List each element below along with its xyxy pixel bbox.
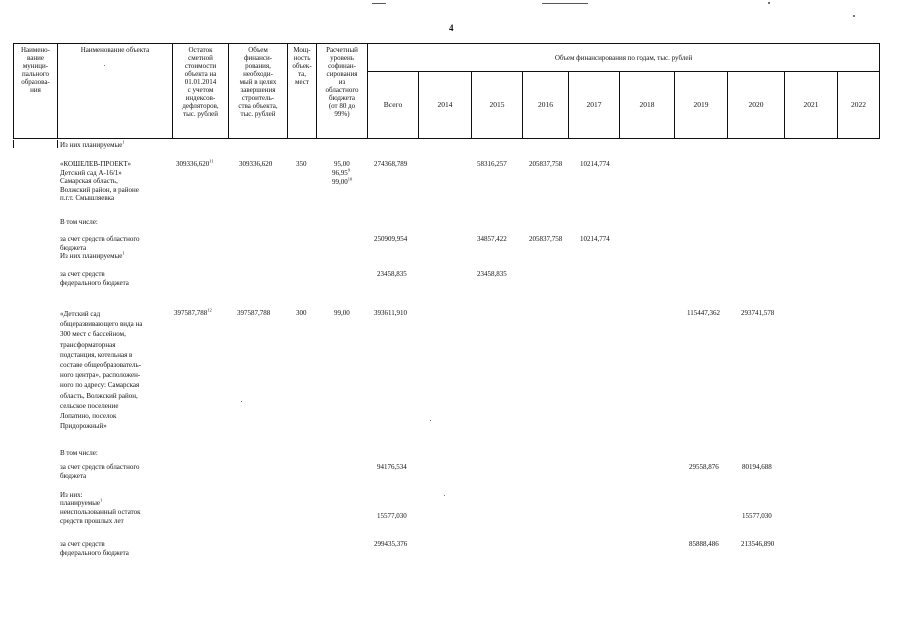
capacity-value: 300 bbox=[296, 309, 307, 317]
federal-budget-label: за счет средств федерального бюджета bbox=[60, 270, 129, 287]
header-capacity: Мощ- ность объек- та, мест bbox=[288, 44, 317, 139]
header-year: 2021 bbox=[785, 72, 838, 139]
scan-dot bbox=[430, 420, 431, 421]
cofinancing-number: 99,00 bbox=[332, 178, 348, 186]
scan-line bbox=[372, 3, 386, 4]
capacity-value: 350 bbox=[296, 160, 307, 168]
volume-value: 309336,620 bbox=[239, 160, 273, 168]
balance-number: 309336,620 bbox=[176, 160, 210, 168]
year-2015-value: 23458,835 bbox=[477, 270, 507, 278]
planned-text: Из них планируемые bbox=[60, 141, 123, 149]
column-separator bbox=[13, 140, 14, 148]
footnote-mark: 10 bbox=[347, 176, 353, 182]
footnote-mark: 1 bbox=[122, 139, 125, 145]
cofinancing-value: 99,00 bbox=[334, 309, 350, 317]
year-2015-value: 34857,422 bbox=[477, 235, 507, 243]
cofinancing-value: 95,00 bbox=[334, 160, 350, 168]
total-value: 274368,789 bbox=[374, 160, 408, 168]
total-value: 393611,910 bbox=[374, 309, 407, 317]
year-2020-value: 213546,890 bbox=[741, 540, 775, 548]
year-2015-value: 58316,257 bbox=[477, 160, 507, 168]
scan-dot bbox=[768, 2, 770, 4]
header-year: 2018 bbox=[620, 72, 675, 139]
column-separator bbox=[57, 140, 58, 148]
regional-budget-label: за счет средств областного бюджета bbox=[60, 463, 140, 480]
planned-label bbox=[60, 499, 102, 508]
balance-number: 397587,788 bbox=[174, 309, 208, 317]
header-cofinancing: Расчетный уровень софинан- сирования из областного бюджета (от 80 до 99%) bbox=[317, 44, 368, 139]
total-value: 299435,376 bbox=[374, 540, 408, 548]
object-name-koshelev: «КОШЕЛЕВ-ПРОЕКТ» Детский сад А-16/1» Самарская область, Волжский район, в районе п.г.т. Смышляевка bbox=[60, 160, 139, 203]
scan-dot bbox=[853, 15, 855, 17]
year-2019-value: 115447,362 bbox=[687, 309, 720, 317]
total-value: 23458,835 bbox=[377, 270, 407, 278]
cofinancing-number: 96,95 bbox=[332, 169, 348, 177]
footnote-mark: 9 bbox=[347, 167, 350, 173]
header-balance: Остаток сметной стоимости объекта на 01.01.2014 с учетом индексов- дефляторов, тыс. рублей bbox=[173, 44, 229, 139]
header-year: 2019 bbox=[675, 72, 728, 139]
header-volume: Объем финанси- рования, необходи- мый в целях завершения строитель- ства объекта, тыс. рублей bbox=[229, 44, 288, 139]
including-label: В том числе: bbox=[60, 449, 98, 457]
header-year: 2022 bbox=[838, 72, 880, 139]
year-2019-value: 85888,486 bbox=[689, 540, 719, 548]
year-2020-value: 80194,688 bbox=[742, 463, 772, 471]
header-year: 2020 bbox=[728, 72, 785, 139]
volume-value: 397587,788 bbox=[237, 309, 271, 317]
row-planned-label bbox=[60, 141, 125, 150]
total-value: 15577,030 bbox=[377, 512, 407, 520]
including-label: В том числе: bbox=[60, 218, 98, 226]
footnote-mark: 12 bbox=[207, 307, 212, 313]
object-name-lopatino: «Детский сад общеразвивающего вида на 300 мест с бассейном, трансформаторная подстанция, котельная в составе общеобразователь- ного центра», расположен- ного по адресу: Самарская область, Волжский район, сельское поселение Лопатино, поселок Придорожный» bbox=[60, 310, 143, 431]
total-value: 250909,954 bbox=[374, 235, 408, 243]
year-2020-value: 293741,578 bbox=[741, 309, 775, 317]
year-2019-value: 29558,876 bbox=[689, 463, 719, 471]
header-total: Всего bbox=[368, 72, 419, 139]
header-year: 2017 bbox=[569, 72, 620, 139]
total-value: 94176,534 bbox=[377, 463, 407, 471]
planned-text: планируемые bbox=[60, 499, 101, 507]
year-2016-value: 205837,758 bbox=[529, 235, 563, 243]
header-year: 2014 bbox=[419, 72, 472, 139]
balance-value bbox=[174, 309, 212, 318]
year-2020-value: 15577,030 bbox=[742, 512, 772, 520]
unused-balance-label: неиспользованный остаток средств прошлых лет bbox=[60, 508, 141, 525]
scan-dot bbox=[444, 495, 445, 496]
footnote-mark: 11 bbox=[209, 158, 214, 164]
scan-dot bbox=[104, 65, 105, 66]
header-year: 2015 bbox=[472, 72, 523, 139]
footnote-mark: 1 bbox=[100, 497, 103, 503]
cofinancing-value bbox=[332, 178, 352, 187]
header-funding-years: Объем финансирования по годам, тыс. рублей bbox=[368, 44, 880, 72]
footnote-mark: 1 bbox=[122, 250, 125, 256]
of-them-label: Из них: bbox=[60, 491, 83, 499]
year-2017-value: 10214,774 bbox=[580, 160, 610, 168]
federal-budget-label: за счет средств федерального бюджета bbox=[60, 540, 129, 557]
header-year: 2016 bbox=[523, 72, 569, 139]
scan-line bbox=[542, 3, 588, 4]
year-2017-value: 10214,774 bbox=[580, 235, 610, 243]
regional-budget-label bbox=[60, 235, 140, 261]
funding-table-header bbox=[13, 43, 880, 139]
scan-dot bbox=[241, 401, 242, 402]
page-number: 4 bbox=[449, 23, 454, 33]
regional-budget-text: за счет средств областного бюджета Из них планируемые bbox=[60, 235, 140, 261]
header-object: Наименование объекта bbox=[58, 44, 173, 139]
header-municipality: Наимено- вание муници- пального образова- ния bbox=[14, 44, 58, 139]
year-2016-value: 205837,758 bbox=[529, 160, 563, 168]
balance-value bbox=[176, 160, 214, 169]
